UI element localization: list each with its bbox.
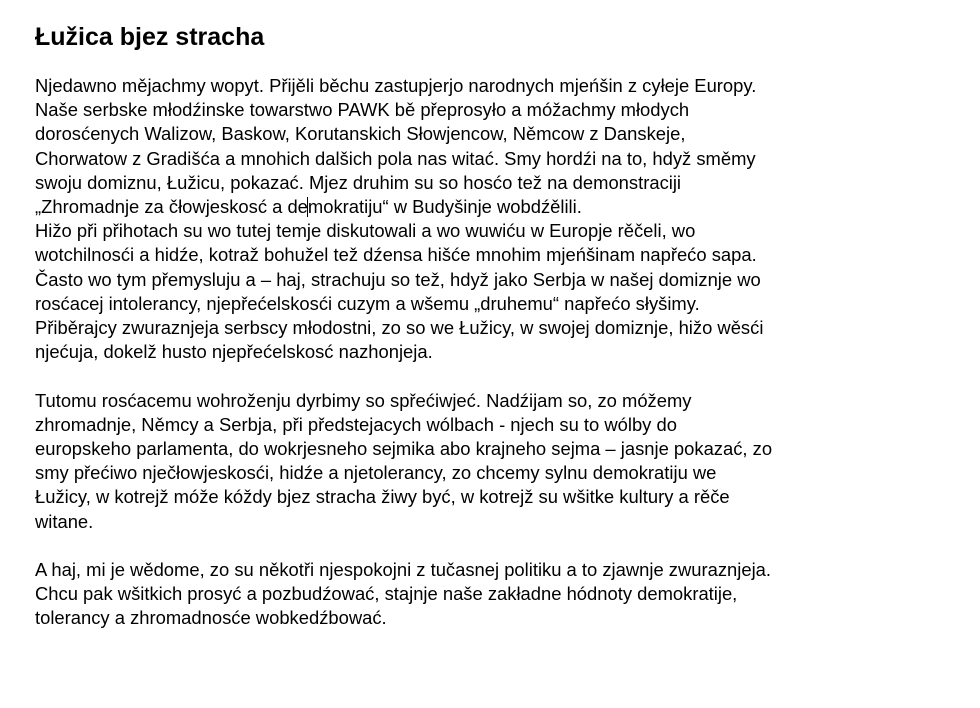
text-line[interactable]: A haj, mi je wědome, zo su někotři njespokojni z tučasnej politiku a to zjawnje zwuraznjeja. — [35, 559, 772, 581]
paragraph-2[interactable] — [35, 389, 970, 558]
text-line[interactable]: dorosćenych Walizow, Baskow, Korutanskich Słowjencow, Němcow z Danskeje, — [35, 123, 686, 145]
text-line[interactable]: njećuja, dokelž husto njepřećelskosć nazhonjeja. — [35, 341, 433, 363]
text-line[interactable]: Přiběrajcy zwuraznjeja serbscy młodostni, zo so we Łužicy, w swojej domiznje, hižo wěsći — [35, 317, 764, 339]
text-line[interactable]: europskeho parlamenta, do wokrjesneho sejmika abo krajneho sejma – jasnje pokazać, zo — [35, 438, 773, 460]
text-line[interactable]: wotchilnosći a hidźe, kotraž bohužel tež dźensa hišće mnohim mjeńšinam napřećo sapa. — [35, 244, 757, 266]
document-page — [35, 20, 970, 631]
text-line[interactable]: Tutomu rosćacemu wohroženju dyrbimy so spřećiwjeć. Nadźijam so, zo móžemy — [35, 389, 692, 411]
paragraph-3[interactable] — [35, 558, 970, 631]
paragraph-gap — [35, 534, 970, 558]
text-line[interactable]: Chcu pak wšitkich prosyć a pozbudźować, stajnje naše zakładne hódnoty demokratije, — [35, 583, 738, 605]
text-line[interactable]: witane. — [35, 510, 94, 532]
paragraph-1[interactable] — [35, 74, 970, 389]
text-line[interactable]: rosćacej intolerancy, njepřećelskosći cuzym a wšemu „druhemu“ napřećo słyšimy. — [35, 292, 700, 314]
document-title[interactable]: Łužica bjez stracha — [35, 23, 265, 51]
text-line[interactable]: Łužicy, w kotrejž móže kóždy bjez stracha žiwy być, w kotrejž su wšitke kultury a rěče — [35, 486, 730, 508]
text-line[interactable]: zhromadnje, Němcy a Serbja, při předstejacych wólbach - njech su to wólby do — [35, 413, 677, 435]
text-line-with-cursor[interactable] — [35, 195, 970, 219]
text-line[interactable]: tolerancy a zhromadnosće wobkedźbować. — [35, 607, 387, 629]
text-line[interactable]: Chorwatow z Gradišća a mnohich dalšich pola nas witać. Smy hordźi na to, hdyž směmy — [35, 147, 756, 169]
text-line[interactable]: Njedawno mějachmy wopyt. Přijěli běchu zastupjerjo narodnych mjeńšin z cyłeje Europy. — [35, 75, 757, 96]
text-line[interactable]: Často wo tym přemysluju a – haj, strachuju so tež, hdyž jako Serbja w našej domiznje wo — [35, 268, 761, 290]
text-line[interactable]: Naše serbske młodźinske towarstwo PAWK bě přeprosyło a móžachmy młodych — [35, 99, 690, 121]
text-after-cursor[interactable]: mokratiju“ w Budyšinje wobdźělili. — [307, 196, 582, 218]
text-before-cursor[interactable]: „Zhromadnje za čłowjeskosć a de — [35, 196, 308, 218]
paragraph-gap — [35, 364, 970, 388]
text-line[interactable]: Hižo při přihotach su wo tutej temje diskutowali a wo wuwiću w Europje rěčeli, wo — [35, 220, 696, 242]
text-line[interactable]: swoju domiznu, Łužicu, pokazać. Mjez druhim su so hosćo tež na demonstraciji — [35, 171, 682, 193]
text-line[interactable]: smy přećiwo nječłowjeskosći, hidźe a njetolerancy, zo chcemy sylnu demokratiju we — [35, 462, 717, 484]
